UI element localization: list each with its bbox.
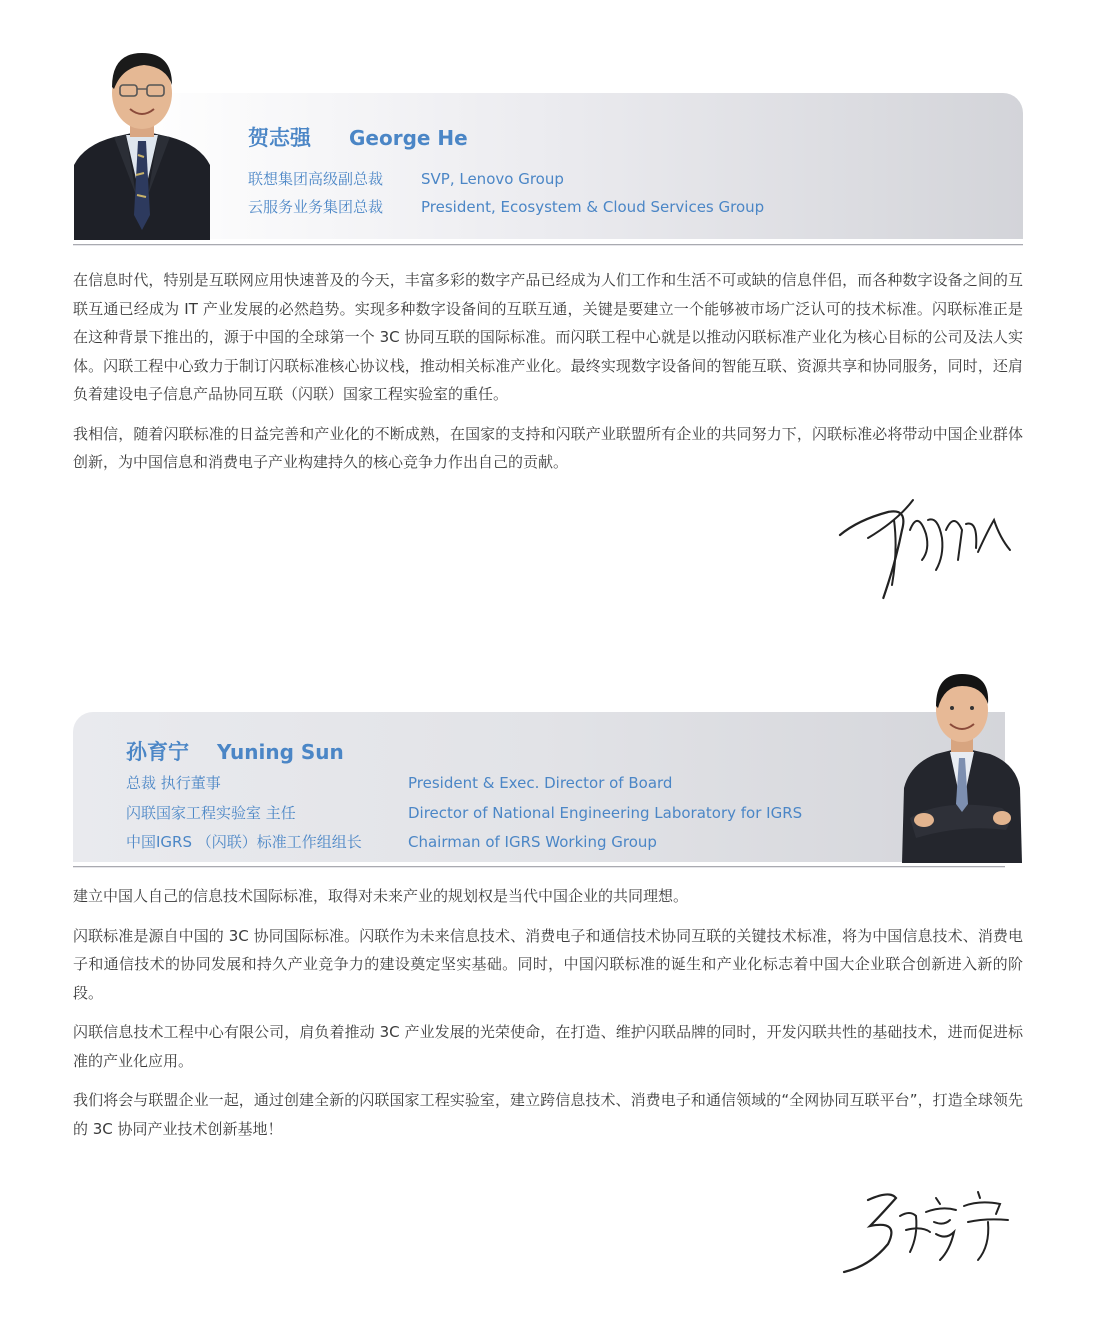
paragraph: 在信息时代，特别是互联网应用快速普及的今天，丰富多彩的数字产品已经成为人们工作和生活不可或缺的信息伴侣，而各种数字设备之间的互联互通已经成为 IT 产业发展的必然趋势。实现多种数字设备间的互联互通，关键是要建立一个能够被市场广泛认可的技术标准。闪联标准正是在这种背景下推出的，源于中国的全球第一个 3C 协同互联的国际标准。而闪联工程中心就是以推动闪联标准产业化为核心目标的公司及法人实体。闪联工程中心致力于制订闪联标准核心协议栈，推动相关标准产业化。最终实现数字设备间的智能互联、资源共享和协同服务，同时，还肩负着建设电子信息产品协同互联（闪联）国家工程实验室的重任。 — [73, 271, 1023, 403]
section2-divider — [73, 866, 1005, 868]
paragraph: 我们将会与联盟企业一起，通过创建全新的闪联国家工程实验室，建立跨信息技术、消费电子和通信领域的“全网协同互联平台”，打造全球领先的 3C 协同产业技术创新基地！ — [73, 1091, 1023, 1138]
paragraph: 闪联标准是源自中国的 3C 协同国际标准。闪联作为未来信息技术、消费电子和通信技术协同互联的关键技术标准，将为中国信息技术、消费电子和通信技术的协同发展和持久产业竞争力的建设奠定坚实基础。同时，中国闪联标准的诞生和产业化标志着中国大企业联合创新进入新的阶段。 — [73, 926, 1023, 1002]
person2-titles-zh — [126, 769, 362, 858]
person2-titles-en — [408, 769, 802, 858]
person1-title-zh: 云服务业务集团总裁 — [248, 198, 384, 216]
person1-title-en: President, Ecosystem & Cloud Services Group — [421, 198, 765, 216]
person2-title-en: Director of National Engineering Laboratory for IGRS — [408, 803, 803, 822]
person2-title-zh: 闪联国家工程实验室 主任 — [126, 803, 296, 822]
section1-divider — [73, 244, 1023, 246]
person2-name-zh: 孙育宁 — [126, 740, 189, 764]
person1-name — [248, 122, 468, 152]
person2-title-en: Chairman of IGRS Working Group — [408, 833, 657, 851]
paragraph: 我相信，随着闪联标准的日益完善和产业化的不断成熟，在国家的支持和闪联产业联盟所有企业的共同努力下，闪联标准必将带动中国企业群体创新，为中国信息和消费电子产业构建持久的核心竞争力作出自己的贡献。 — [73, 424, 1023, 471]
signature-george-he — [838, 490, 1013, 605]
person1-titles-en — [421, 165, 764, 221]
person2-title-en: President & Exec. Director of Board — [408, 774, 673, 792]
person2-name — [126, 736, 344, 766]
portrait-george-he — [74, 45, 210, 240]
person1-statement — [73, 266, 1023, 488]
person1-title-en: SVP, Lenovo Group — [421, 170, 564, 188]
paragraph: 建立中国人自己的信息技术国际标准，取得对未来产业的规划权是当代中国企业的共同理想。 — [73, 887, 689, 905]
person2-name-en: Yuning Sun — [217, 740, 344, 764]
person1-title-zh: 联想集团高级副总裁 — [248, 170, 384, 188]
person2-title-zh: 中国IGRS （闪联）标准工作组组长 — [126, 833, 362, 851]
signature-yuning-sun — [840, 1186, 1010, 1276]
paragraph: 闪联信息技术工程中心有限公司，肩负着推动 3C 产业发展的光荣使命，在打造、维护闪联品牌的同时，开发闪联共性的基础技术，进而促进标准的产业化应用。 — [73, 1023, 1023, 1070]
person1-titles-zh — [248, 165, 383, 221]
person1-name-en: George He — [349, 126, 468, 150]
person1-name-zh: 贺志强 — [248, 126, 311, 150]
person2-statement — [73, 882, 1023, 1154]
person2-title-zh: 总裁 执行董事 — [126, 774, 221, 792]
portrait-yuning-sun — [902, 668, 1022, 863]
